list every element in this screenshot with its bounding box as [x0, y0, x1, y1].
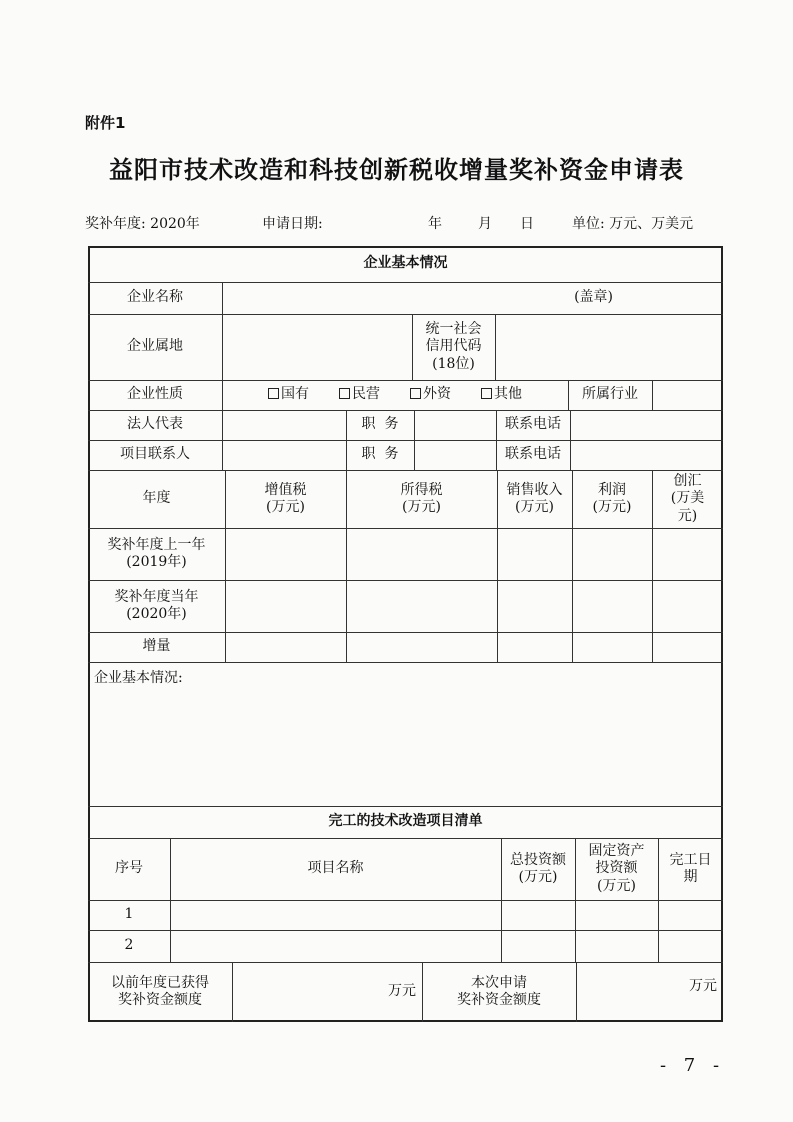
header-line: (万元): [266, 499, 305, 515]
income-tax-header: [346, 470, 497, 528]
contact-label: 项目联系人: [120, 446, 190, 463]
contact-phone-field[interactable]: [570, 440, 723, 470]
contact-field[interactable]: [222, 440, 346, 470]
location-label: 企业属地: [127, 338, 183, 355]
legal-position-field[interactable]: [414, 410, 496, 440]
award-year: 奖补年度: 2020年: [85, 216, 200, 232]
prev-award-field[interactable]: [232, 962, 422, 1022]
vat-header: [225, 470, 346, 528]
sales-header: [497, 470, 572, 528]
row-increase-label: 增量: [142, 638, 171, 655]
curr-award-field[interactable]: [576, 962, 723, 1022]
project-row-number: 1: [124, 906, 134, 923]
month-char: 月: [478, 216, 492, 232]
credit-code-label-line: 统一社会: [425, 320, 482, 337]
header-line: 增值税: [264, 481, 307, 498]
row-curr-year-label: [88, 580, 225, 632]
row-label-line: (2020年): [126, 606, 187, 622]
page-number: - 7 -: [660, 1055, 726, 1076]
form-title: 益阳市技术改造和科技创新税收增量奖补资金申请表: [109, 155, 684, 184]
industry-label: 所属行业: [582, 386, 638, 403]
header-line: (万元): [515, 499, 554, 515]
label-line: 奖补资金额度: [457, 992, 541, 1008]
phone-label: 联系电话: [505, 446, 561, 463]
prev-award-label: [88, 962, 232, 1022]
header-line: 期: [683, 869, 698, 885]
header-line: 所得税: [400, 481, 443, 498]
header-line: (万元): [592, 499, 632, 515]
basic-info-label: 企业基本情况:: [94, 670, 183, 686]
curr-award-label: [422, 962, 576, 1022]
nature-option-private[interactable]: [339, 386, 380, 404]
prev-award-unit: 万元: [388, 983, 416, 1000]
forex-header: [652, 470, 723, 528]
header-line: 利润: [598, 481, 626, 498]
year-header: 年度: [142, 490, 171, 507]
legal-phone-field[interactable]: [570, 410, 723, 440]
credit-code-label: [412, 314, 495, 380]
option-label: 外资: [423, 386, 451, 403]
day-char: 日: [520, 216, 534, 232]
legal-rep-label: 法人代表: [127, 416, 183, 433]
col-total-header: [501, 838, 575, 900]
attachment-label: 附件1: [85, 114, 126, 132]
row-label-line: (2019年): [126, 554, 187, 570]
label-line: 本次申请: [471, 974, 527, 991]
nature-options: [222, 380, 568, 410]
basic-info-field[interactable]: [88, 662, 723, 806]
nature-label: 企业性质: [127, 386, 183, 403]
label-line: 奖补资金额度: [118, 992, 202, 1008]
contact-position-field[interactable]: [414, 440, 496, 470]
col-no-header: 序号: [115, 860, 143, 877]
credit-code-field[interactable]: [495, 314, 723, 380]
row-label-line: 奖补年度当年: [114, 588, 199, 605]
header-line: (万元): [402, 499, 441, 515]
nature-option-foreign[interactable]: [410, 386, 451, 404]
label-line: 以前年度已获得: [111, 974, 209, 991]
row-prev-year-label: [88, 528, 225, 580]
checkbox[interactable]: [339, 388, 350, 399]
header-line: 完工日: [669, 851, 712, 868]
credit-code-label-line: 信用代码: [425, 338, 482, 355]
location-field[interactable]: [222, 314, 412, 380]
profit-header: [572, 470, 652, 528]
unit-label: 单位: 万元、万美元: [572, 216, 694, 232]
header-line: 固定资产: [588, 842, 645, 859]
section-basic-header: 企业基本情况: [363, 255, 448, 272]
position-label: 职 务: [361, 446, 399, 463]
apply-date-label: 申请日期:: [262, 216, 323, 232]
option-label: 国有: [281, 386, 309, 403]
year-char: 年: [428, 216, 442, 232]
company-name-field[interactable]: [222, 282, 723, 314]
line: [88, 930, 723, 931]
header-line: 创汇: [673, 472, 702, 489]
seal-note: (盖章): [574, 289, 613, 306]
header-line: 元): [677, 507, 698, 524]
header-line: 销售收入: [506, 481, 563, 498]
phone-label: 联系电话: [505, 416, 561, 433]
header-line: (万美: [670, 490, 705, 507]
project-row-number: 2: [124, 937, 134, 954]
position-label: 职 务: [361, 416, 399, 433]
checkbox[interactable]: [268, 388, 279, 399]
header-line: 总投资额: [510, 851, 566, 868]
industry-field[interactable]: [652, 380, 723, 410]
nature-option-other[interactable]: [481, 386, 522, 404]
company-name-label: 企业名称: [127, 289, 183, 306]
col-name-header: 项目名称: [307, 860, 364, 877]
option-label: 民营: [352, 386, 380, 403]
header-line: 投资额: [595, 860, 638, 877]
col-fixed-header: [575, 838, 658, 900]
header-line: (万元): [597, 877, 636, 894]
option-label: 其他: [494, 386, 522, 403]
section-projects-header: 完工的技术改造项目清单: [328, 813, 483, 830]
credit-code-label-line: (18位): [432, 355, 475, 372]
checkbox[interactable]: [481, 388, 492, 399]
line: [88, 900, 723, 901]
legal-rep-field[interactable]: [222, 410, 346, 440]
curr-award-unit: 万元: [689, 978, 717, 994]
row-label-line: 奖补年度上一年: [107, 536, 206, 553]
header-line: (万元): [518, 869, 558, 885]
col-done-header: [658, 838, 723, 900]
checkbox[interactable]: [410, 388, 421, 399]
nature-option-state[interactable]: [268, 386, 309, 404]
